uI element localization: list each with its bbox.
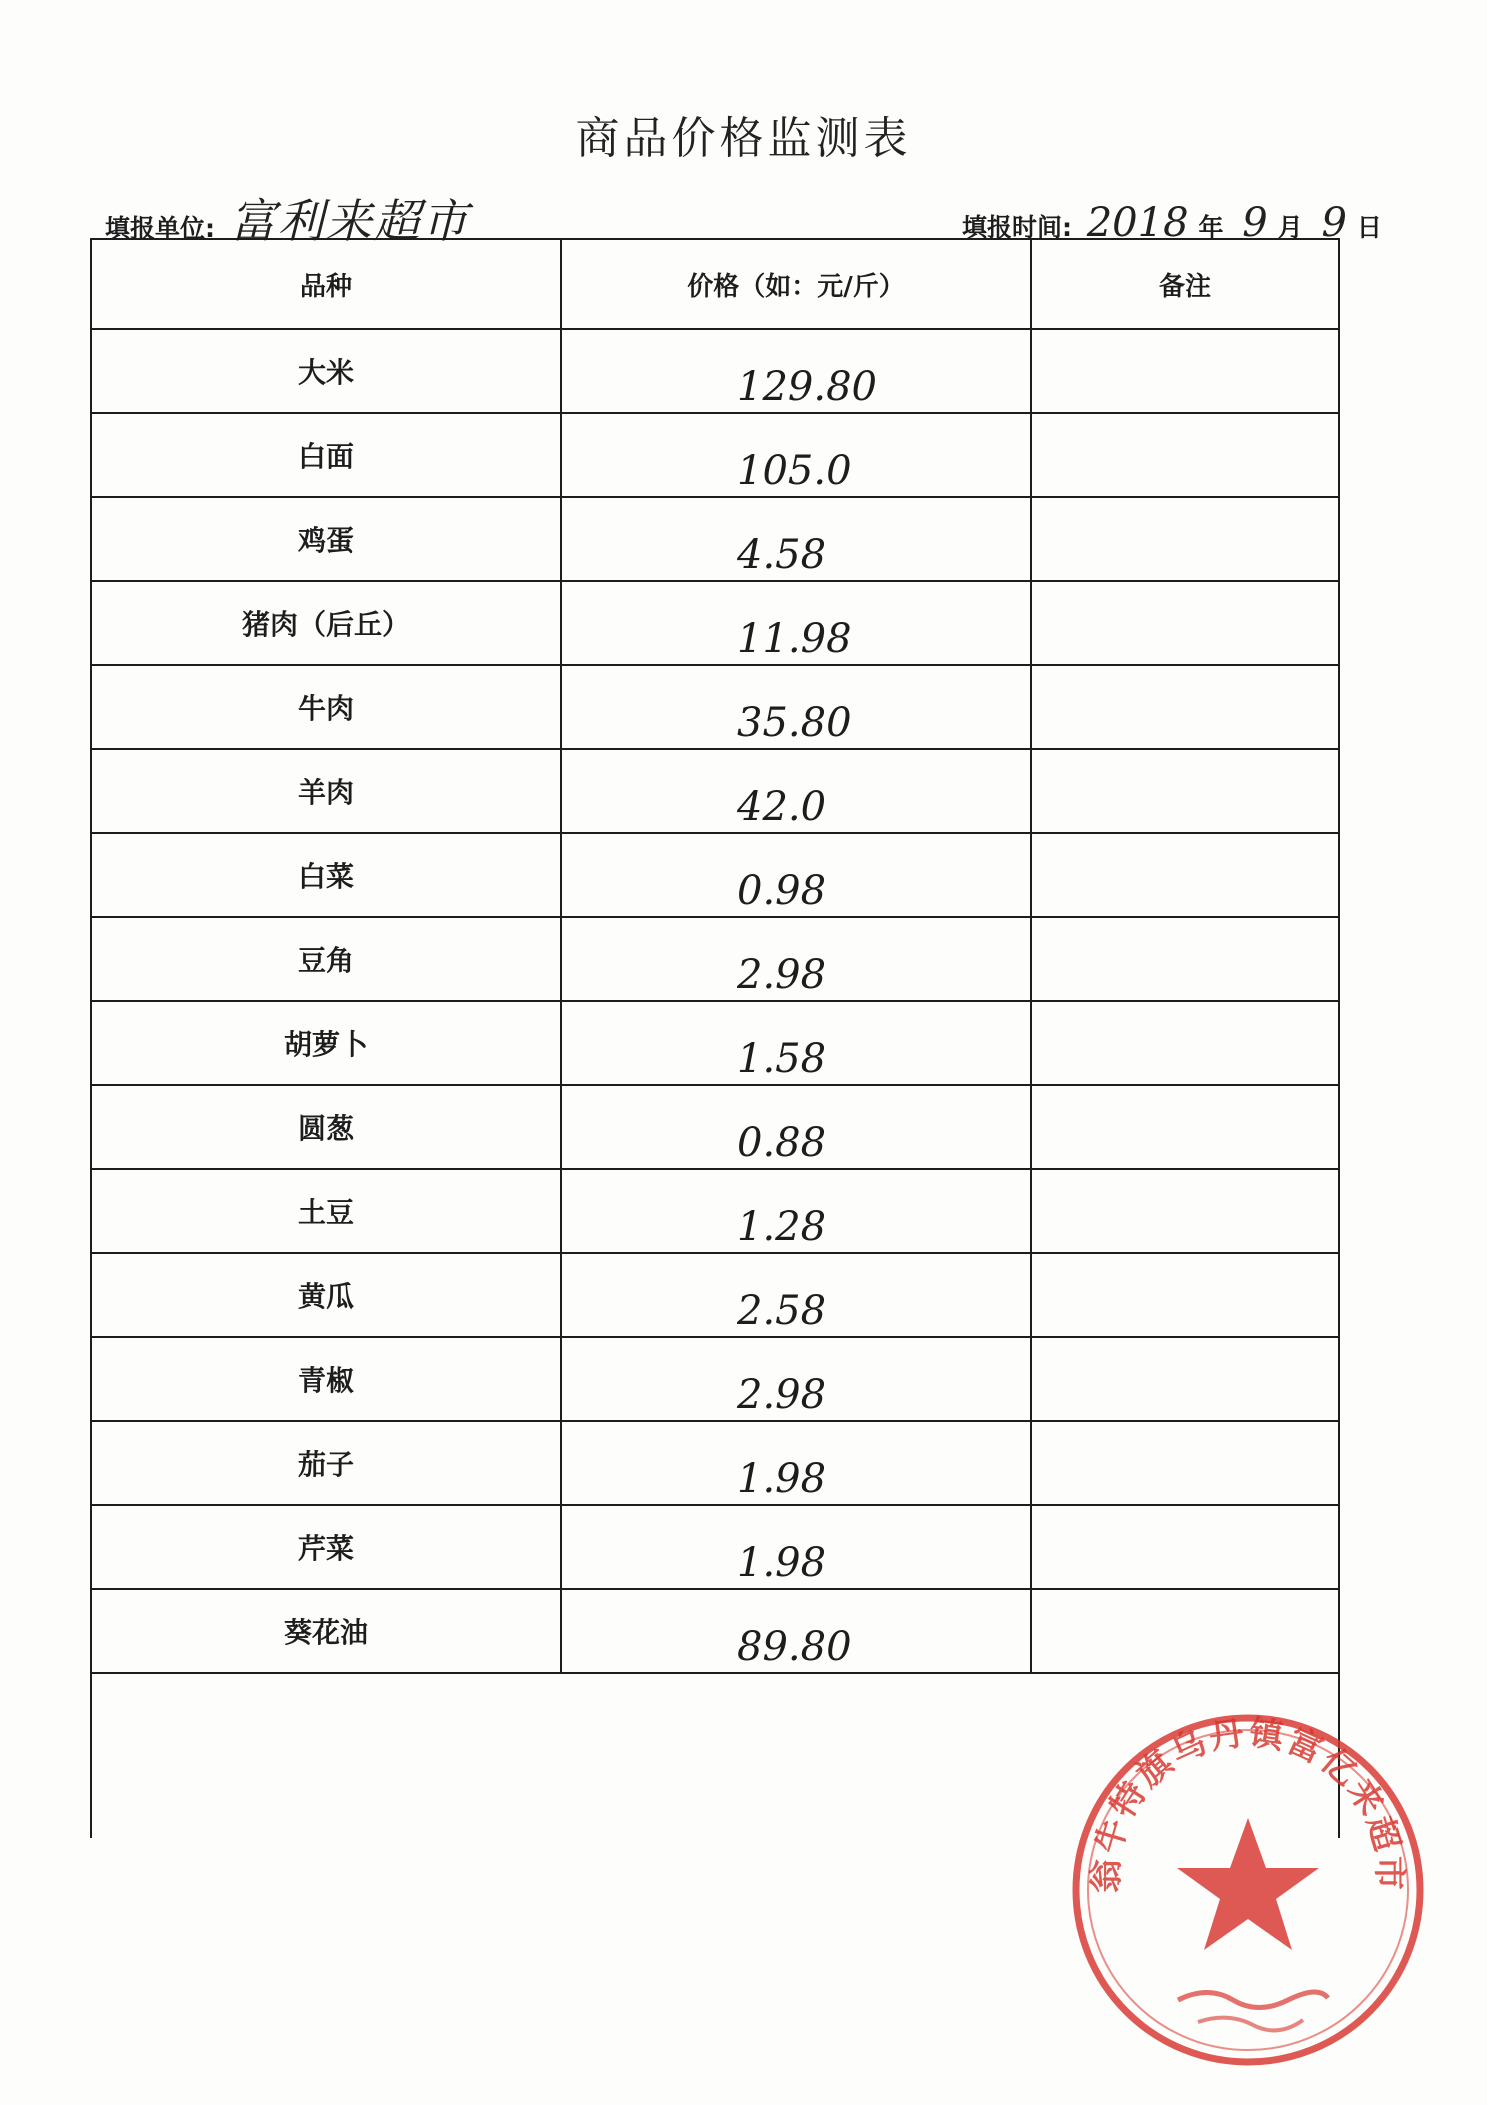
- table-row: [92, 414, 1338, 498]
- header-note: 备注: [1158, 271, 1211, 302]
- table-body: [92, 330, 1338, 1674]
- item-name: 豆角: [92, 918, 562, 1000]
- price-value: 0.98: [737, 868, 827, 914]
- item-name: 芹菜: [92, 1506, 562, 1588]
- item-name: 茄子: [92, 1422, 562, 1504]
- note-cell: [1032, 330, 1338, 412]
- item-name: 圆葱: [92, 1086, 562, 1168]
- price-value: 129.80: [737, 364, 877, 410]
- note-cell: [1032, 1506, 1338, 1588]
- header-price: 价格（如：元/斤）: [562, 240, 1032, 328]
- price-value: 1.58: [737, 1036, 827, 1082]
- price-cell: [562, 834, 1032, 916]
- price-cell: [562, 666, 1032, 748]
- table-row: [92, 918, 1338, 1002]
- table-row: [92, 1506, 1338, 1590]
- note-cell: [1032, 498, 1338, 580]
- note-cell: [1032, 414, 1338, 496]
- table-row: [92, 750, 1338, 834]
- table-row: [92, 1086, 1338, 1170]
- reporting-unit-value: 富利来超市: [229, 194, 470, 248]
- date-year: 2018: [1086, 200, 1189, 246]
- header-item: 品种: [92, 240, 562, 328]
- price-value: 89.80: [737, 1624, 852, 1670]
- table-row: [92, 1590, 1338, 1674]
- item-name: 大米: [92, 330, 562, 412]
- price-cell: [562, 918, 1032, 1000]
- note-cell: [1032, 918, 1338, 1000]
- date-month: 9: [1242, 200, 1268, 246]
- item-name: 黄瓜: [92, 1254, 562, 1336]
- price-value: 1.98: [737, 1540, 827, 1586]
- price-value: 4.58: [737, 532, 827, 578]
- price-value: 1.28: [737, 1204, 827, 1250]
- table-row: [92, 582, 1338, 666]
- price-value: 35.80: [737, 700, 852, 746]
- item-name: 葵花油: [92, 1590, 562, 1672]
- price-value: 2.58: [737, 1288, 827, 1334]
- price-value: 2.98: [737, 952, 827, 998]
- price-cell: [562, 414, 1032, 496]
- price-value: 2.98: [737, 1372, 827, 1418]
- star-icon: [1177, 1818, 1319, 1950]
- date-year-suffix: 年: [1198, 213, 1224, 242]
- note-cell: [1032, 1338, 1338, 1420]
- date-day-suffix: 日: [1356, 213, 1382, 242]
- seal-text: 翁牛特旗乌丹镇富亿来超市: [1086, 1713, 1410, 1894]
- price-cell: [562, 1590, 1032, 1672]
- note-cell: [1032, 1002, 1338, 1084]
- price-cell: [562, 1086, 1032, 1168]
- table-row: [92, 1422, 1338, 1506]
- page-title: 商品价格监测表: [575, 113, 912, 164]
- reporting-date-label: 填报时间:: [962, 213, 1072, 242]
- price-cell: [562, 498, 1032, 580]
- price-cell: [562, 1422, 1032, 1504]
- note-cell: [1032, 1590, 1338, 1672]
- item-name: 土豆: [92, 1170, 562, 1252]
- price-value: 42.0: [737, 784, 827, 830]
- item-name: 白面: [92, 414, 562, 496]
- note-cell: [1032, 1254, 1338, 1336]
- item-name: 羊肉: [92, 750, 562, 832]
- price-value: 0.88: [737, 1120, 827, 1166]
- note-cell: [1032, 834, 1338, 916]
- price-cell: [562, 1254, 1032, 1336]
- reporting-unit-label: 填报单位:: [105, 214, 215, 243]
- note-cell: [1032, 750, 1338, 832]
- price-cell: [562, 1002, 1032, 1084]
- price-table: [90, 238, 1340, 1838]
- item-name: 鸡蛋: [92, 498, 562, 580]
- price-cell: [562, 1338, 1032, 1420]
- note-cell: [1032, 582, 1338, 664]
- price-cell: [562, 750, 1032, 832]
- item-name: 青椒: [92, 1338, 562, 1420]
- price-cell: [562, 582, 1032, 664]
- note-cell: [1032, 1170, 1338, 1252]
- item-name: 猪肉（后丘）: [92, 582, 562, 664]
- price-cell: [562, 1506, 1032, 1588]
- note-cell: [1032, 1422, 1338, 1504]
- price-cell: [562, 330, 1032, 412]
- table-row: [92, 834, 1338, 918]
- table-row: [92, 1254, 1338, 1338]
- table-row: [92, 1170, 1338, 1254]
- table-row: [92, 330, 1338, 414]
- note-cell: [1032, 1086, 1338, 1168]
- price-value: 105.0: [737, 448, 852, 494]
- item-name: 白菜: [92, 834, 562, 916]
- price-value: 1.98: [737, 1456, 827, 1502]
- table-row: [92, 1338, 1338, 1422]
- table-header-row: [92, 240, 1338, 330]
- price-value: 11.98: [737, 616, 852, 662]
- date-month-suffix: 月: [1277, 213, 1303, 242]
- item-name: 牛肉: [92, 666, 562, 748]
- table-row: [92, 498, 1338, 582]
- table-row: [92, 666, 1338, 750]
- date-day: 9: [1321, 200, 1347, 246]
- note-cell: [1032, 666, 1338, 748]
- item-name: 胡萝卜: [92, 1002, 562, 1084]
- official-seal: [1058, 1700, 1438, 2080]
- price-cell: [562, 1170, 1032, 1252]
- table-row: [92, 1002, 1338, 1086]
